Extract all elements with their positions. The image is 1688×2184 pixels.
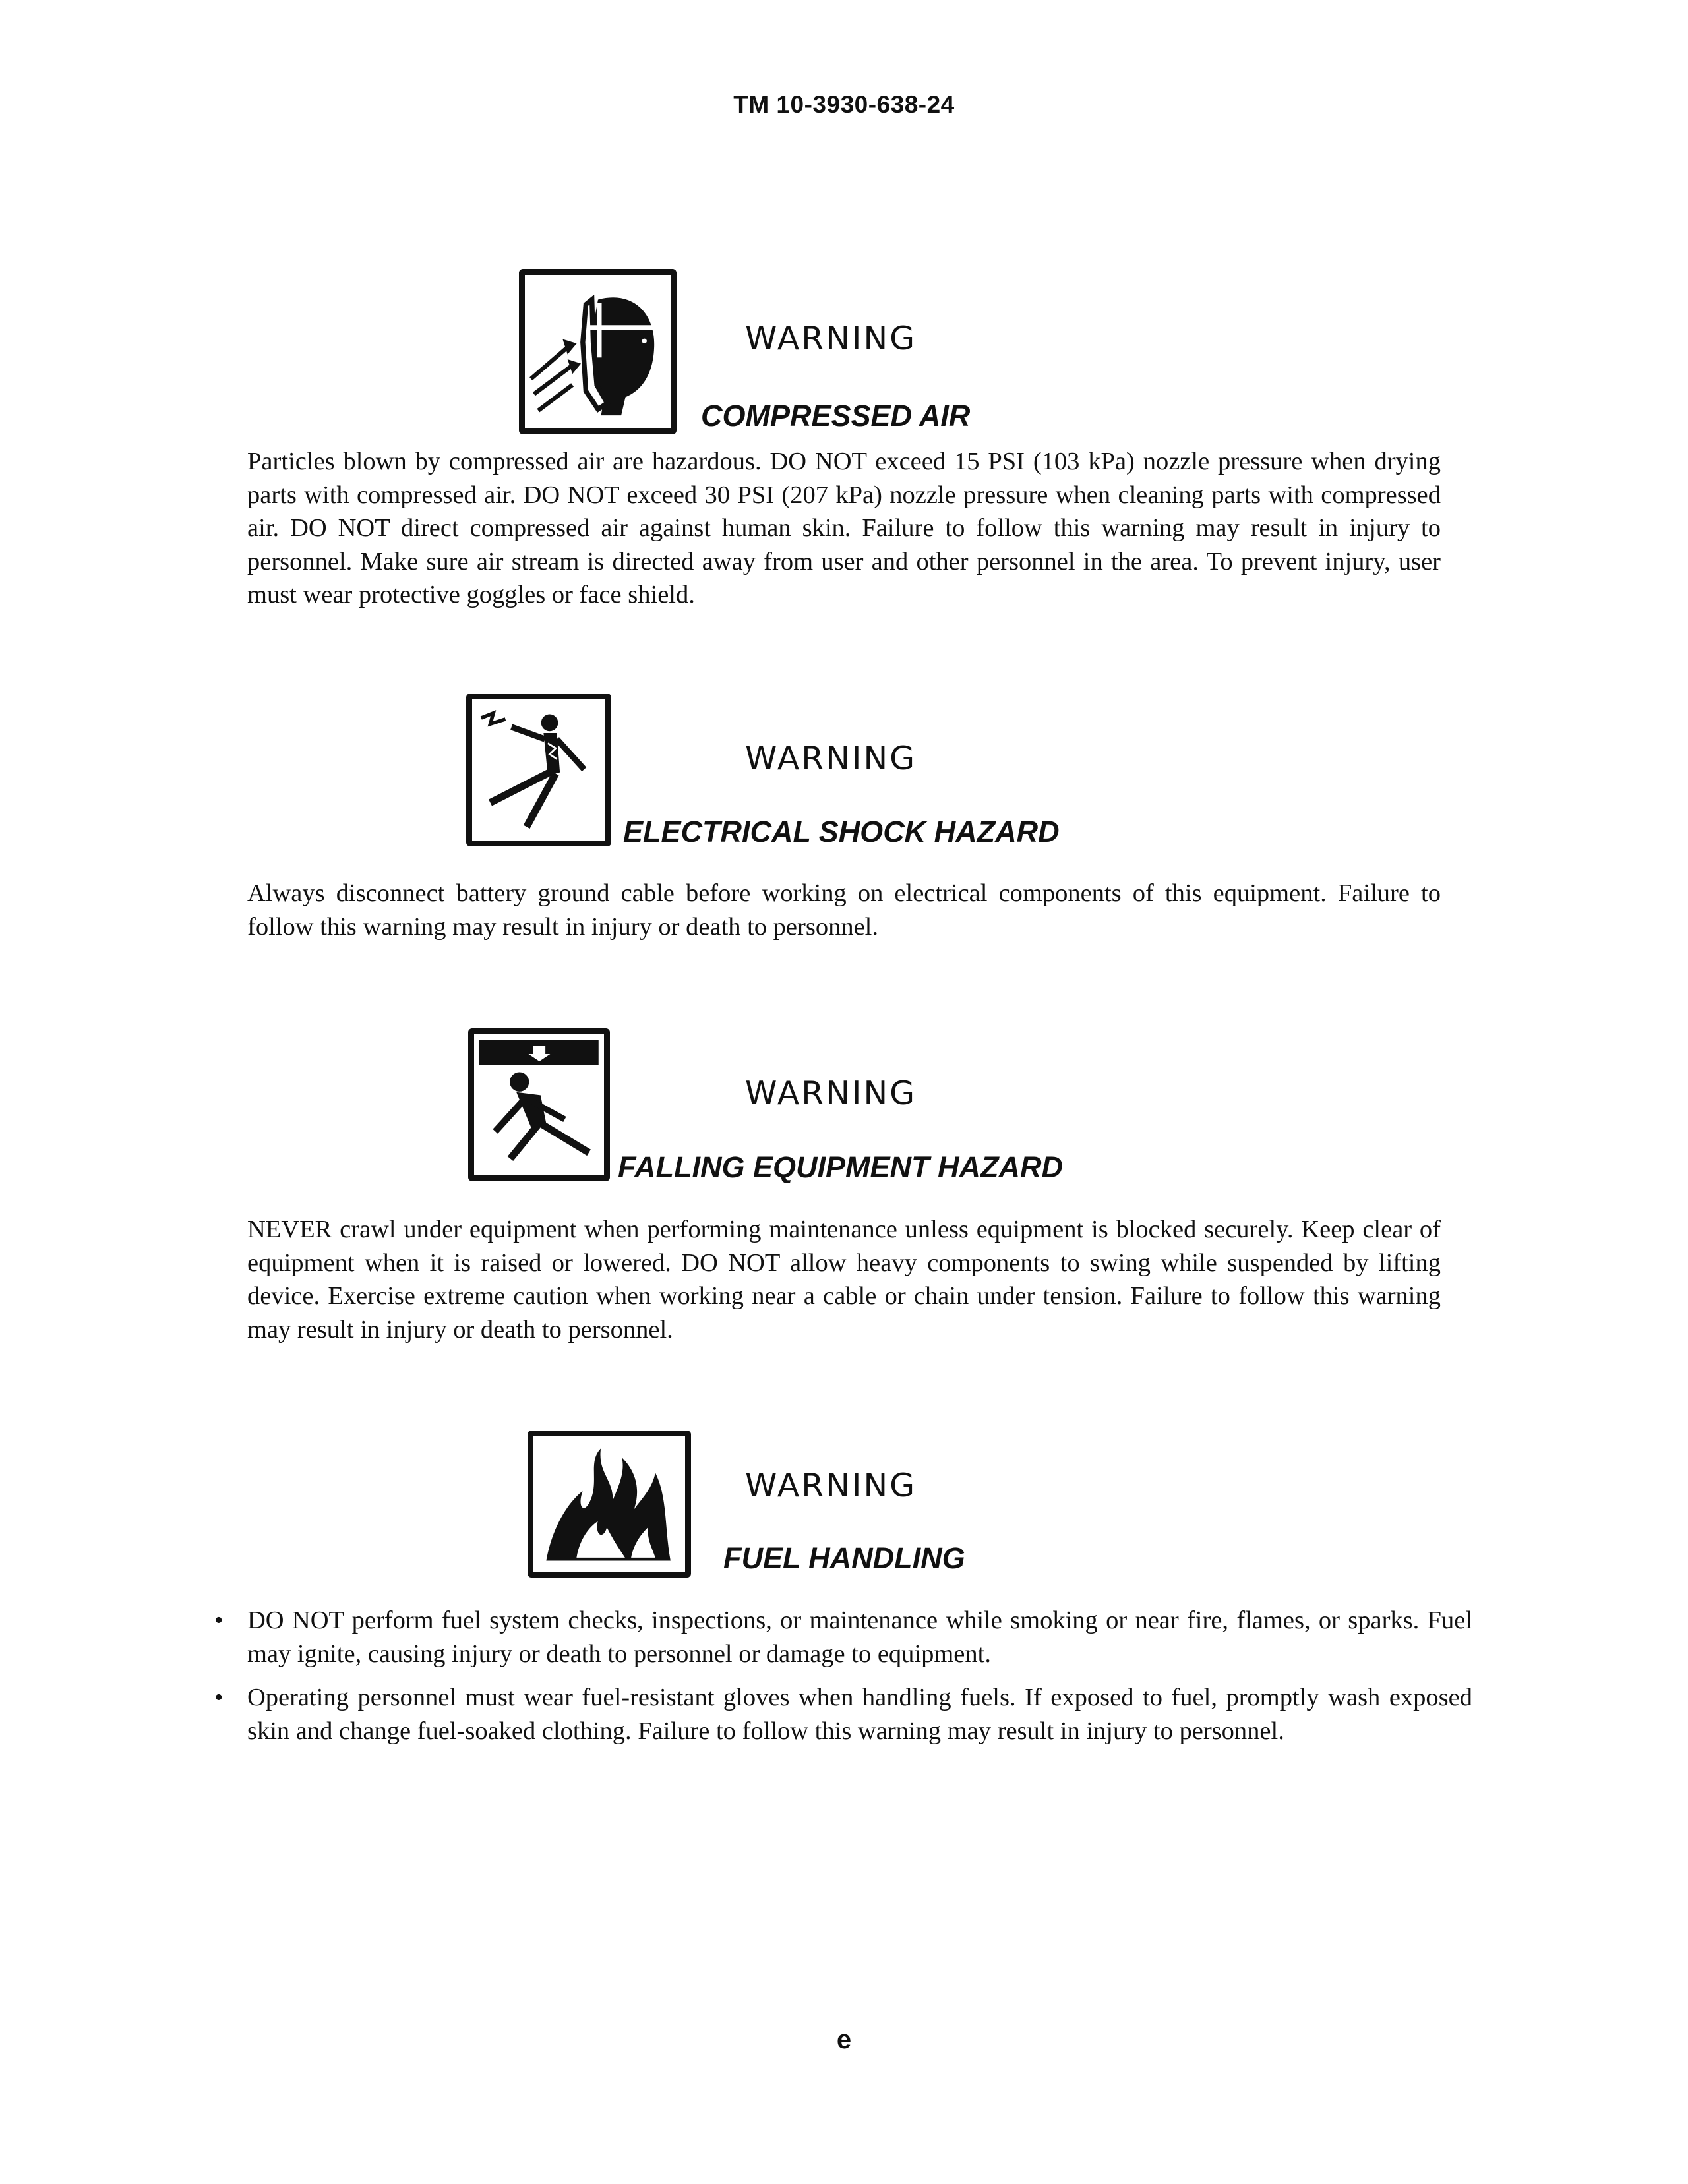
fuel-handling-bullet-list <box>214 1604 1472 1758</box>
warning-label: WARNING <box>745 320 917 357</box>
list-item-text: DO NOT perform fuel system checks, inspections, or maintenance while smoking or near fire, flames, or sparks. Fuel may ignite, causing injury or death to personnel or damage to equipment. <box>247 1607 1472 1668</box>
bullet-icon: • <box>214 1607 224 1634</box>
face-shield-icon <box>519 269 677 434</box>
bullet-icon: • <box>214 1684 224 1711</box>
list-item <box>214 1681 1472 1748</box>
hazard-title: COMPRESSED AIR <box>701 399 971 432</box>
warning-text: Particles blown by compressed air are hazardous. DO NOT exceed 15 PSI (103 kPa) nozzle pressure when drying parts with compressed air. DO NOT exceed 30 PSI (207 kPa) nozzle pressure when cleaning parts with compressed air. DO NOT direct compressed air against human skin. Failure to follow this warning may result in injury to personnel. Make sure air stream is directed away from user and other personnel in the area. To prevent injury, user must wear protective goggles or face shield. <box>247 448 1441 608</box>
document-number: TM 10-3930-638-24 <box>733 91 955 118</box>
warning-label: WARNING <box>745 740 917 777</box>
page-number: e <box>836 2025 852 2054</box>
list-item <box>214 1604 1472 1670</box>
warning-text: Always disconnect battery ground cable before working on electrical components of this equipment. Failure to follow this warning may result in injury or death to personnel. <box>247 879 1441 941</box>
electrical-shock-icon <box>466 694 611 846</box>
warning-label: WARNING <box>745 1467 917 1504</box>
warning-text: NEVER crawl under equipment when performing maintenance unless equipment is blocked securely. Keep clear of equipment when it is raised or lowered. DO NOT allow heavy components to swing while suspended by lifting device. Exercise extreme caution when working near a cable or chain under tension. Failure to follow this warning may result in injury or death to personnel. <box>247 1216 1441 1343</box>
hazard-title: ELECTRICAL SHOCK HAZARD <box>623 815 1060 848</box>
fire-flames-icon <box>528 1431 691 1578</box>
list-item-text: Operating personnel must wear fuel-resistant gloves when handling fuels. If exposed to fuel, promptly wash exposed skin and change fuel-soaked clothing. Failure to follow this warning may result in injury to personnel. <box>247 1684 1472 1745</box>
hazard-title: FALLING EQUIPMENT HAZARD <box>618 1150 1063 1184</box>
warning-label: WARNING <box>745 1075 917 1112</box>
hazard-title: FUEL HANDLING <box>723 1541 965 1575</box>
falling-equipment-icon <box>468 1028 610 1181</box>
